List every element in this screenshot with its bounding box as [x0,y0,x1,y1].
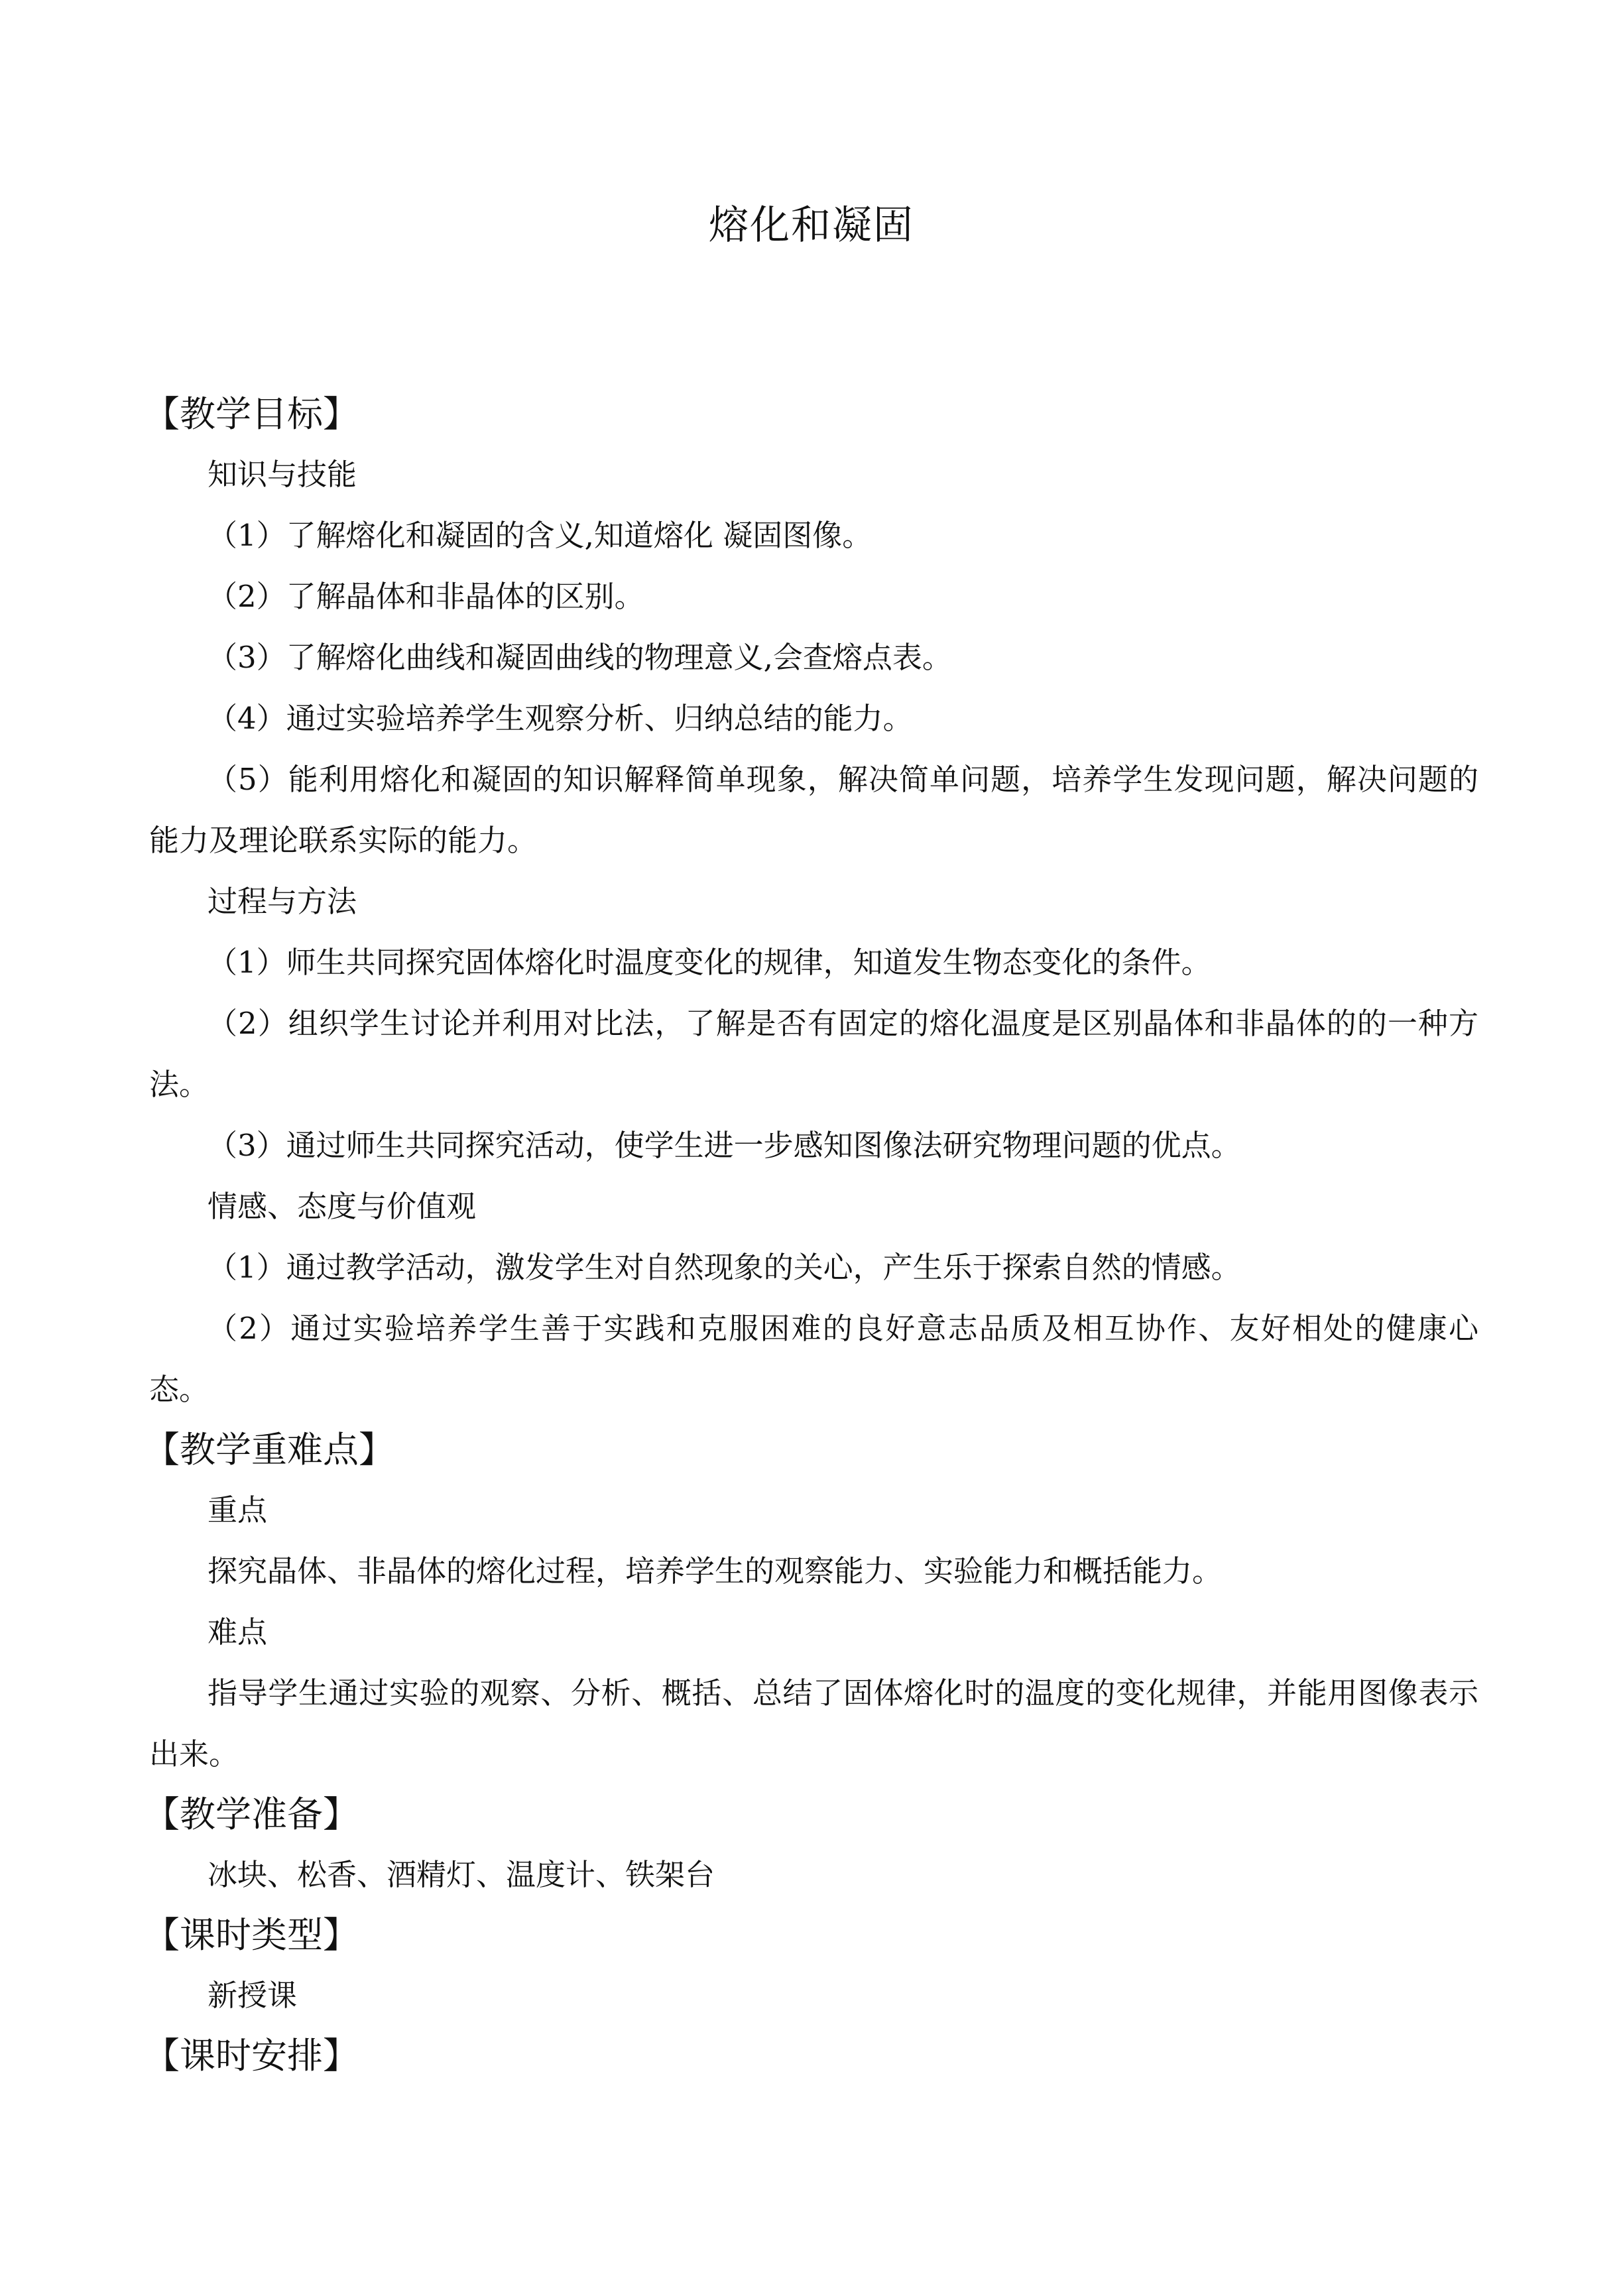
subhead-focus: 重点 [208,1492,268,1528]
difficulty-text: 指导学生通过实验的观察、分析、概括、总结了固体熔化时的温度的变化规律，并能用图像表示出来。 [149,1675,1478,1772]
section-heading-objectives: 【教学目标】 [144,393,359,435]
process-item-3: （3）通过师生共同探究活动，使学生进一步感知图像法研究物理问题的优点。 [208,1128,1241,1163]
section-heading-preparation: 【教学准备】 [144,1793,359,1835]
subhead-process: 过程与方法 [208,884,357,919]
subhead-knowledge: 知识与技能 [208,457,357,492]
focus-text: 探究晶体、非晶体的熔化过程，培养学生的观察能力、实验能力和概括能力。 [208,1553,1223,1589]
process-item-1: （1）师生共同探究固体熔化时温度变化的规律，知道发生物态变化的条件。 [208,945,1211,980]
subhead-difficulty: 难点 [208,1614,268,1650]
section-heading-schedule: 【课时安排】 [144,2035,359,2077]
knowledge-item-4: （4）通过实验培养学生观察分析、归纳总结的能力。 [208,701,913,736]
knowledge-item-2: （2）了解晶体和非晶体的区别。 [208,579,644,614]
knowledge-item-3: （3）了解熔化曲线和凝固曲线的物理意义,会查熔点表。 [208,640,952,675]
lesson-type-text: 新授课 [208,1978,298,2013]
document-body [144,385,1478,2086]
section-heading-lesson-type: 【课时类型】 [144,1914,359,1956]
knowledge-item-5: （5）能利用熔化和凝固的知识解释简单现象，解决简单问题，培养学生发现问题，解决问题的能力及理论联系实际的能力。 [149,762,1478,858]
emotion-item-1: （1）通过教学活动，激发学生对自然现象的关心，产生乐于探索自然的情感。 [208,1250,1241,1285]
knowledge-item-1: （1）了解熔化和凝固的含义,知道熔化 凝固图像。 [208,518,872,553]
document-title: 熔化和凝固 [709,202,914,249]
process-item-2: （2）组织学生讨论并利用对比法，了解是否有固定的熔化温度是区别晶体和非晶体的的一种方法。 [149,1006,1478,1102]
subhead-emotion: 情感、态度与价值观 [208,1189,477,1224]
section-heading-key-points: 【教学重难点】 [144,1429,394,1471]
preparation-text: 冰块、松香、酒精灯、温度计、铁架台 [208,1857,715,1892]
emotion-item-2: （2）通过实验培养学生善于实践和克服困难的良好意志品质及相互协作、友好相处的健康心态。 [149,1311,1478,1407]
